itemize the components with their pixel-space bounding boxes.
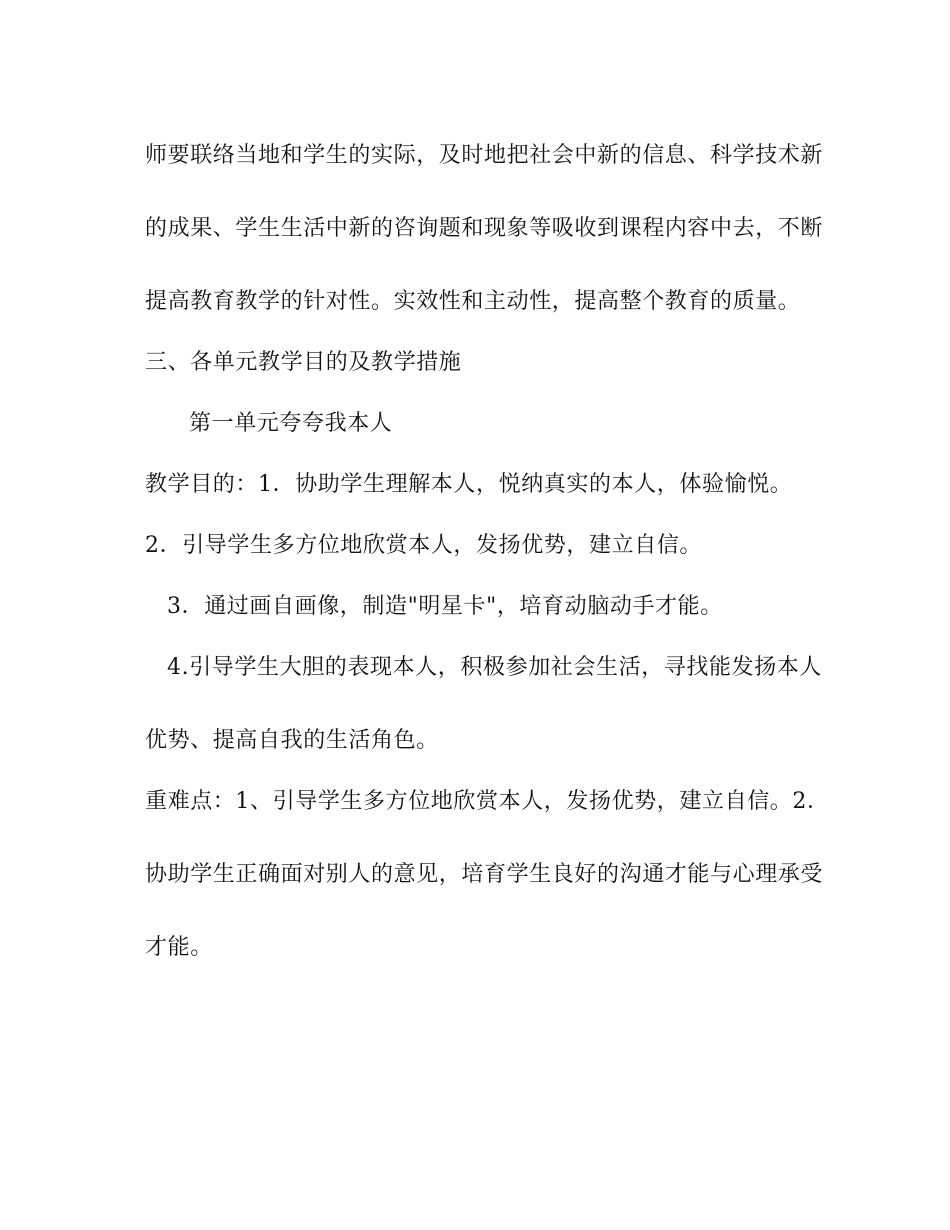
unit-title: 第一单元夸夸我本人 xyxy=(189,411,393,436)
key-points-line-1: 重难点：1、引导学生多方位地欣赏本人，发扬优势，建立自信。2． xyxy=(145,789,830,814)
objective-line-4: 4.引导学生大胆的表现本人，积极参加社会生活，寻找能发扬本人 xyxy=(167,655,822,680)
key-points-line-2: 协助学生正确面对别人的意见，培育学生良好的沟通才能与心理承受 xyxy=(145,862,824,887)
objective-line-1: 教学目的：1．协助学生理解本人，悦纳真实的本人，体验愉悦。 xyxy=(145,472,793,497)
paragraph-line-3: 提高教育教学的针对性。实效性和主动性，提高整个教育的质量。 xyxy=(145,289,801,314)
objective-line-5: 优势、提高自我的生活角色。 xyxy=(145,728,439,753)
section-heading: 三、各单元教学目的及教学措施 xyxy=(145,350,462,375)
key-points-line-3: 才能。 xyxy=(145,935,213,960)
paragraph-line-2: 的成果、学生生活中新的咨询题和现象等吸收到课程内容中去，不断 xyxy=(145,216,824,241)
objective-line-3: 3．通过画自画像，制造"明星卡"，培育动脑动手才能。 xyxy=(167,594,723,619)
objective-line-2: 2．引导学生多方位地欣赏本人，发扬优势，建立自信。 xyxy=(145,533,702,558)
paragraph-line-1: 师要联络当地和学生的实际，及时地把社会中新的信息、科学技术新 xyxy=(145,143,824,168)
